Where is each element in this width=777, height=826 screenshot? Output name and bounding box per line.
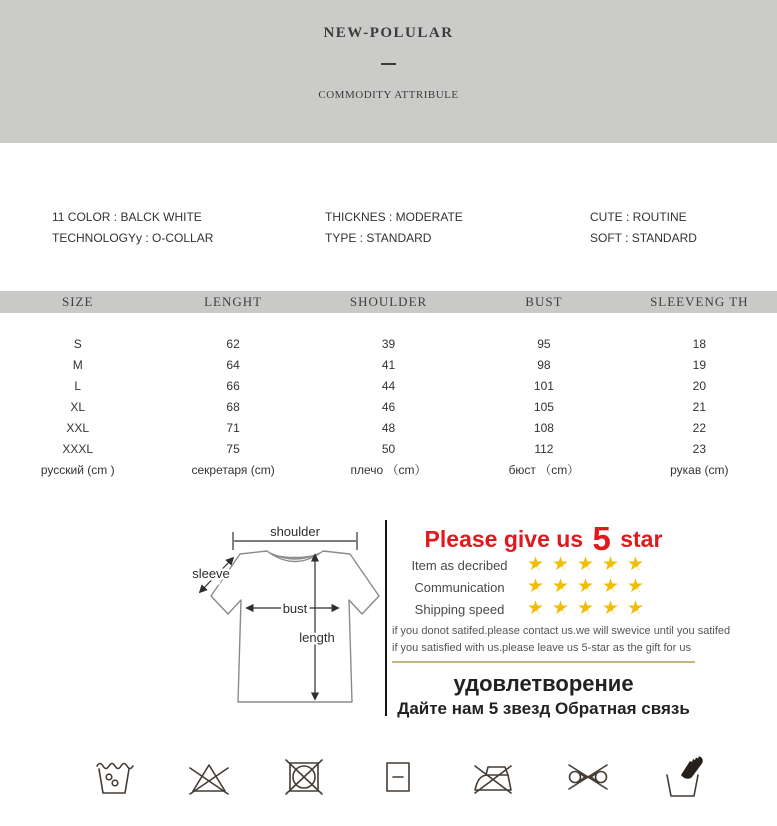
rating-row [392, 576, 695, 598]
size-chart-cell: 39 [381, 336, 396, 351]
size-chart-unit-cell: рукав (cm) [670, 462, 729, 477]
size-chart-cell: 50 [381, 441, 396, 456]
star-icon: ★ ★ [577, 599, 602, 619]
size-chart-cell: 44 [381, 378, 396, 393]
tshirt-measurement-diagram [145, 512, 395, 722]
size-chart-row [0, 417, 777, 438]
rating-row [392, 598, 695, 620]
size-chart-cell: 112 [534, 441, 554, 456]
dry-flat-icon [374, 753, 422, 801]
five-star-request-title [392, 520, 695, 557]
attribute-text: 11 COLOR : BALCK WHITE [52, 210, 202, 224]
attributes-column-3 [590, 211, 697, 253]
size-chart-cell: 68 [226, 399, 240, 414]
rating-label: Shipping speed [414, 601, 505, 617]
star-icon: ★ ★ [552, 577, 577, 597]
size-chart-row [0, 354, 777, 375]
title-suffix: star [620, 526, 663, 552]
size-chart-cell: 48 [381, 420, 396, 435]
do-not-tumble-dry-icon [280, 753, 328, 801]
attribute-text: TECHNOLOGYy : O-COLLAR [52, 231, 214, 245]
size-chart-cell: 105 [533, 399, 554, 414]
service-note-line-1: if you donot satifed.please contact us.we will swevice until you satifed [392, 625, 731, 637]
size-chart-row [0, 438, 777, 459]
rating-row [392, 554, 695, 576]
star-icon: ★ ★ [627, 577, 652, 597]
size-chart-cell: L [74, 378, 82, 393]
header-divider-dash [381, 63, 396, 65]
size-chart-unit-cell: бюст （cm） [508, 463, 580, 477]
five-star-feedback-ru: Дайте нам 5 звезд Обратная связь [397, 699, 690, 718]
size-chart-cell: 23 [692, 441, 706, 456]
do-not-iron-icon [469, 753, 517, 801]
header-banner [0, 0, 777, 143]
title-number: 5 [592, 520, 611, 557]
machine-wash-icon [90, 753, 138, 801]
rating-label: Item as decribed [411, 557, 508, 573]
size-chart-cell: 62 [226, 336, 240, 351]
feedback-panel [392, 520, 731, 719]
satisfaction-title-ru: удовлетворение [453, 671, 634, 696]
hand-wash-icon [659, 753, 707, 801]
size-chart-cell: 71 [226, 420, 240, 435]
size-chart-row [0, 333, 777, 354]
size-chart-cell: 19 [692, 357, 706, 372]
size-chart-cell: 101 [533, 378, 554, 393]
star-icon: ★ ★ [627, 599, 652, 619]
size-chart-cell: 98 [537, 357, 551, 372]
rating-label: Communication [414, 579, 505, 595]
size-chart-header-cell: SHOULDER [349, 294, 428, 309]
size-chart-cell: 95 [537, 336, 551, 351]
star-icon: ★ ★ [577, 577, 602, 597]
header-subtitle: COMMODITY ATTRIBULE [318, 89, 459, 101]
size-chart-row [0, 375, 777, 396]
diagram-label-shoulder: shoulder [270, 524, 320, 539]
size-chart-unit-cell: секретаря (cm) [191, 462, 275, 477]
do-not-bleach-icon [185, 753, 233, 801]
size-chart-cell: 22 [692, 420, 706, 435]
star-icon: ★ ★ [527, 555, 552, 575]
size-chart-cell: 21 [692, 399, 706, 414]
measurement-section [0, 512, 777, 724]
commodity-attributes [0, 211, 777, 271]
size-chart-row [0, 396, 777, 417]
size-chart-cell: 41 [381, 357, 396, 372]
attribute-text: SOFT : STANDARD [590, 231, 697, 245]
size-chart-cell: 108 [533, 420, 554, 435]
size-chart-cell: 46 [381, 399, 396, 414]
star-icon: ★ ★ [602, 599, 627, 619]
attribute-text: THICKNES : MODERATE [325, 210, 463, 224]
star-icon: ★ ★ [552, 599, 577, 619]
size-chart-header-cell: BUST [525, 294, 563, 309]
star-icon: ★ ★ [602, 577, 627, 597]
title-prefix: Please give us [424, 526, 584, 552]
rating-stars [527, 577, 695, 598]
star-icon: ★ ★ [602, 555, 627, 575]
attribute-text: TYPE : STANDARD [325, 231, 432, 245]
size-chart-units-row [0, 459, 777, 480]
size-chart-header-cell: LENGHT [204, 294, 263, 309]
service-note-line-2: if you satisfied with us.please leave us 5-star as the gift for us [392, 642, 691, 654]
size-chart-cell: 64 [226, 357, 240, 372]
size-chart-cell: XL [70, 399, 86, 414]
size-chart-header-row [0, 291, 777, 313]
star-icon: ★ ★ [552, 555, 577, 575]
brand-title: NEW-POLULAR [323, 25, 454, 41]
size-chart-body [0, 313, 777, 459]
size-chart [0, 291, 777, 480]
diagram-label-sleeve: sleeve [192, 566, 230, 581]
section-divider-line [385, 520, 387, 716]
diagram-label-bust: bust [282, 601, 308, 616]
diagram-label-length: length [299, 630, 335, 645]
star-icon: ★ ★ [527, 599, 552, 619]
rating-stars [527, 555, 695, 576]
star-icon: ★ ★ [577, 555, 602, 575]
size-chart-header-cell: SIZE [61, 294, 94, 309]
tshirt-outline [211, 551, 379, 702]
size-chart-cell: S [73, 336, 82, 351]
rating-stars [527, 599, 695, 620]
rating-rows [392, 554, 695, 620]
care-icons-row [0, 746, 777, 808]
attributes-column-2 [325, 211, 463, 253]
size-chart-cell: XXXL [62, 441, 94, 456]
service-notes [392, 623, 731, 657]
star-icon: ★ ★ [627, 555, 652, 575]
attribute-text: CUTE : ROUTINE [590, 210, 687, 224]
star-icon: ★ ★ [527, 577, 552, 597]
tan-divider [392, 661, 695, 663]
size-chart-cell: 66 [226, 378, 240, 393]
do-not-wring-icon [564, 753, 612, 801]
size-chart-unit-cell: русский (cm ) [40, 462, 115, 477]
size-chart-cell: 20 [692, 378, 706, 393]
size-chart-cell: M [72, 357, 83, 372]
size-chart-cell: XXL [66, 420, 90, 435]
size-chart-cell: 75 [226, 441, 240, 456]
size-chart-cell: 18 [692, 336, 706, 351]
size-chart-header-cell: SLEEVENG TH [650, 294, 749, 309]
size-chart-unit-cell: плечо （cm） [350, 463, 427, 477]
attributes-column-1 [52, 211, 213, 253]
